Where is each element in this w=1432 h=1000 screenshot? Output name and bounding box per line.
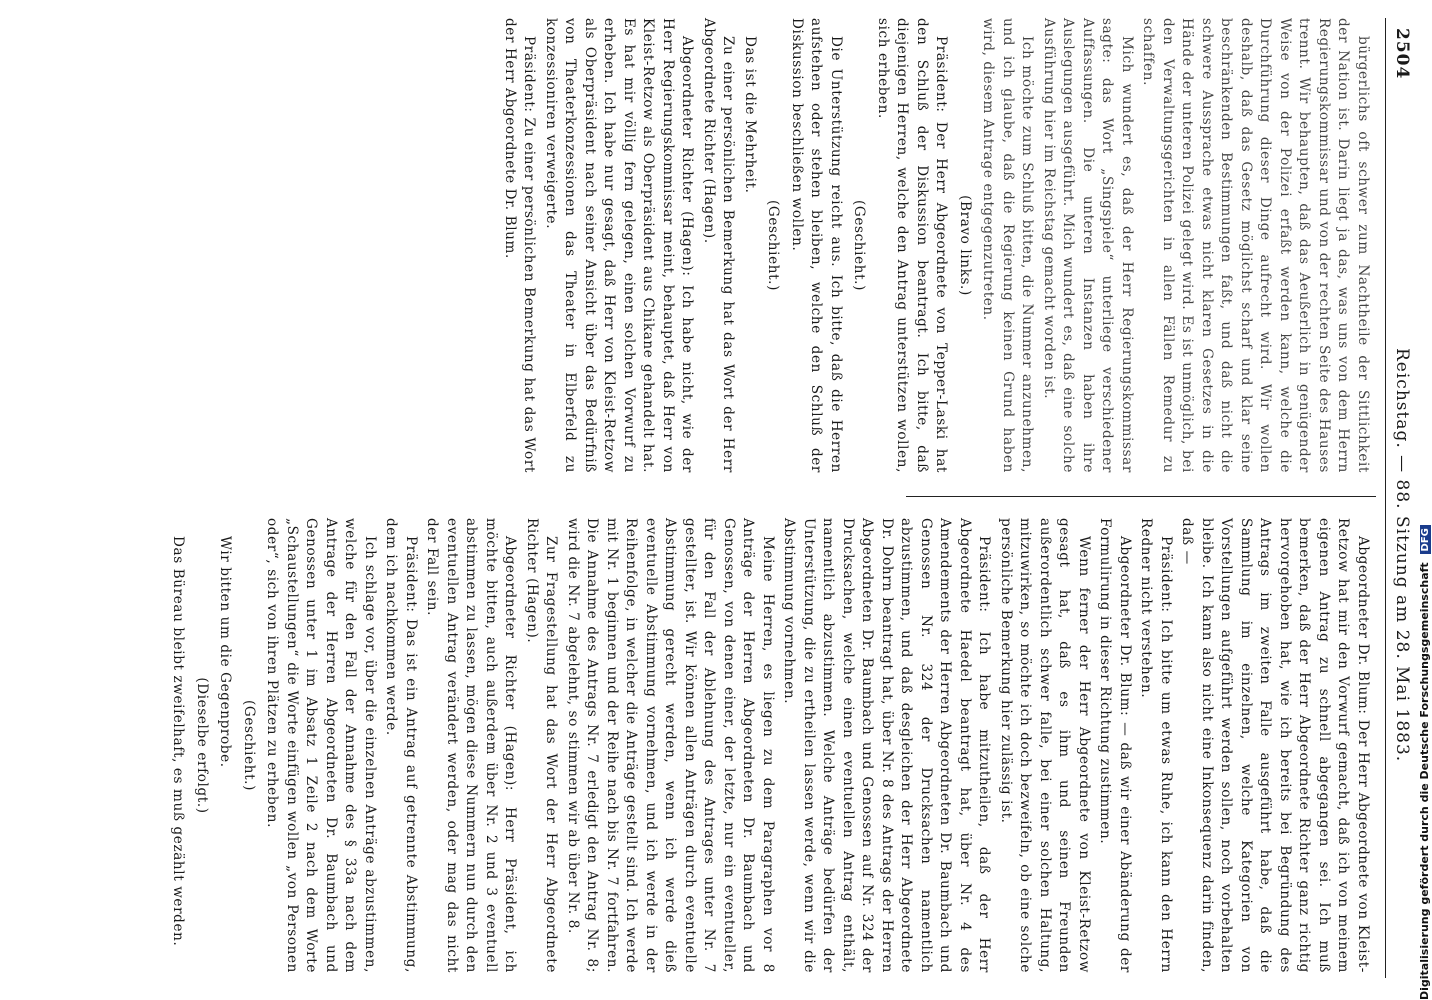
- paragraph: Die Unterstützung reicht aus. Ich bitte, daß die Herren aufstehen oder stehen bleiben, welche den Schluß der Diskussion beschließen wollen.: [789, 18, 844, 473]
- right-column: [166, 518, 1372, 973]
- paragraph: Abgeordneter Dr. Blum: — daß wir einer Abänderung der Formulirung in dieser Richtung zustimmen.: [1097, 518, 1133, 973]
- paragraph: Präsident: Ich bitte um etwas Ruhe, ich kann den Herrn Redner nicht verstehen.: [1138, 518, 1174, 973]
- paragraph: Mich wundert es, daß der Herr Regierungskommissar sagte: das Wort „Singspiele“ unterliege verschiedener Auffassungen. Die unteren Instanzen haben ihre Auslegungen ausgeführt. Mich wundert es, daß eine solche Ausführung hier im Reichstag gemacht worden ist.: [1041, 18, 1135, 473]
- paragraph: Meine Herren, es liegen zu dem Paragraphen vor 8 Anträge der Herren Abgeordneten Dr. Baumbach und Genossen, von denen einer, der letzte, nur ein eventueller, für den Fall der Ablehnung des Antrages unter Nr. 7 gestellter, ist. Wir können allen Anträgen durch eventuelle Abstimmung gerecht werden, wenn ich werde dieß eventuelle Abstimmung vornehmen, und ich werde in der Reihenfolge, in welcher die Anträge gestellt sind. Ich werde mit Nr. 1 beginnen und der Reihe nach bis Nr. 7 fortfahren. Die Annahme des Antrags Nr. 7 erledigt den Antrag Nr. 8; wird die Nr. 7 abgelehnt, so stimmen wir ab über Nr. 8.: [565, 518, 776, 973]
- interjection: (Bravo links.): [957, 195, 973, 296]
- paragraph: Wenn ferner der Herr Abgeordnete von Kleist-Retzow gesagt hat, daß es ihm und seinen Freunden außerordentlich schwer falle, bei einer solchen Haltung, mitzuwirken, so möchte ich doch bezweifeln, ob eine solche persönliche Bemerkung hier zulässig ist.: [998, 518, 1092, 973]
- paragraph: Zur Fragestellung hat das Wort der Herr Abgeordnete Richter (Hagen).: [524, 518, 560, 973]
- credit-text: Digitalisierung gefördert durch die Deutsche Forschungsgemeinschaft: [1418, 562, 1431, 1000]
- digitization-credit: [1418, 525, 1431, 1000]
- paragraph: Präsident: Zu einer persönlichen Bemerkung hat das Wort der Herr Abgeordnete Dr. Blum.: [502, 18, 538, 473]
- interjection: (Dieselbe erfolgt.): [194, 677, 210, 814]
- paragraph: Wir bitten um die Gegenprobe.: [217, 536, 234, 768]
- page-number: 2504: [1392, 28, 1412, 80]
- paragraph: Präsident: Ich habe mitzutheilen, daß der Herr Abgeordnete Haedel beantragt hat, über Nr. 4 des Amendements der Herren Abgeordneten Dr. Baumbach und Genossen Nr. 324 der Drucksachen namentlich abzustimmen, und daß desgleichen der Herr Abgeordnete Dr. Dohrn beantragt hat, über Nr. 8 des Antrags der Herren Abgeordneten Dr. Baumbach und Genossen auf Nr. 324 der Drucksachen, welche einen eventuellen Antrag enthält, namentlich abzustimmen. Welche Anträge bedürfen der Unterstützung, die zu ertheilen lassen werde, wenn wir die Abstimmung vornehmen.: [781, 518, 993, 973]
- rotated-newspaper-page: [86, 18, 1416, 978]
- paragraph: Abgeordneter Richter (Hagen): Herr Präsident, ich möchte bitten, auch außerdem über Nr. 2 und 3 eventuell abstimmen zu lassen, mögen diese Nummern nun durch den eventuellen Antrag verändert werden, oder mag das nicht der Fall sein.: [424, 518, 519, 973]
- paragraph: Zu einer persönlichen Bemerkung hat das Wort der Herr Abgeordnete Richter (Hagen).: [701, 18, 737, 473]
- paragraph: Das ist die Mehrheit.: [742, 36, 758, 194]
- dfg-logo: DFG: [1420, 525, 1431, 554]
- header-rule: [1385, 18, 1386, 978]
- paragraph: bürgerlichs oft schwer zum Nachtheile der Sittlichkeit der Nation ist. Darin liegt ja das, was uns von dem Herrn Regierungskommissar und von der rechten Seite des Hauses trennt. Wir behaupten, daß das Aeußerlich in genügender Weise von der Polizei erfaßt werden kann, welche die Durchführung dieser Dinge aufrecht wird. Wir wollen deshalb, daß das Gesetz möglichst scharf und klar seine beschränkenden Bestimmungen faßt, und daß nicht die schwere Aussprache etwas nicht klaren Gesetzes in die Hände der unteren Polizei gelegt wird. Es ist unmöglich, bei den Verwaltungsgerichten in allen Fällen Remedur zu schaffen.: [1140, 18, 1371, 473]
- paragraph: Das Büreau bleibt zweifelhaft, es muß gezählt werden.: [170, 536, 187, 947]
- paragraph: Ich schlage vor, über die einzelnen Anträge abzustimmen, welche für den Fall der Annahme des § 33a nach dem Antrage der Herren Abgeordneten Dr. Baumbach und Genossen unter 1 im Absatz 1 Zeile 2 nach dem Worte „Schaustellungen“ die Worte einfügen wollen „von Personen oder“, sich von ihren Plätzen zu erheben.: [264, 518, 378, 973]
- interjection: (Geschieht.): [765, 200, 782, 291]
- paragraph: Präsident: Der Herr Abgeordnete von Tepper-Laski hat den Schluß der Diskussion beantragt. Ich bitte, daß diejenigen Herren, welche den Antrag unterstützen wollen, sich erheben.: [875, 18, 950, 473]
- paragraph: Abgeordneter Richter (Hagen): Ich habe nicht, wie der Herr Regierungskommissar meint, behauptet, daß Herr von Kleist-Retzow als Oberpräsident aus Chikane gehandelt hat. Es hat mir völlig fern gelegen, einen solchen Vorwurf zu erheben. Ich habe nur gesagt, daß Herr von Kleist-Retzow als Oberpräsident nach seiner Ansicht über das Bedürfniß von Theaterkonzessionen das Theater in Elberfeld zu konzessioniren verweigerte.: [543, 18, 696, 473]
- interjection: (Geschieht.): [851, 200, 868, 291]
- paragraph: Präsident: Das ist ein Antrag auf getrennte Abstimmung, dem ich nachkommen werde.: [383, 518, 419, 973]
- paragraph: Ich möchte zum Schluß bitten, die Nummer anzunehmen, und ich glaube, daß die Regierung keinen Grund haben wird, diesem Antrage entgegenzutreten.: [980, 18, 1036, 473]
- page-header: [1386, 18, 1416, 978]
- left-column: [498, 18, 1373, 473]
- session-title: Reichstag. — 88. Sitzung am 28. Mai 1883.: [1392, 348, 1412, 763]
- column-divider: [906, 496, 1376, 497]
- paragraph: Abgeordneter Dr. Blum: Der Herr Abgeordnete von Kleist-Retzow hat mir den Vorwurf gemacht, daß ich von meinem eigenen Antrag zu schnell abgegangen sei. Ich muß bemerken, daß der Herr Abgeordnete Richter ganz richtig hervorgehoben hat, wie ich bereits bei Begründung des Antrags im zweiten Falle ausgeführt habe, daß die Sammlung im einzelnen, welche Kategorien von Vorstellungen aufgeführt werden sollen, noch vorbehalten bleibe. Ich kann also nicht eine Inkonsequenz darin finden, daß —: [1179, 518, 1371, 973]
- interjection: (Geschieht.): [241, 700, 257, 791]
